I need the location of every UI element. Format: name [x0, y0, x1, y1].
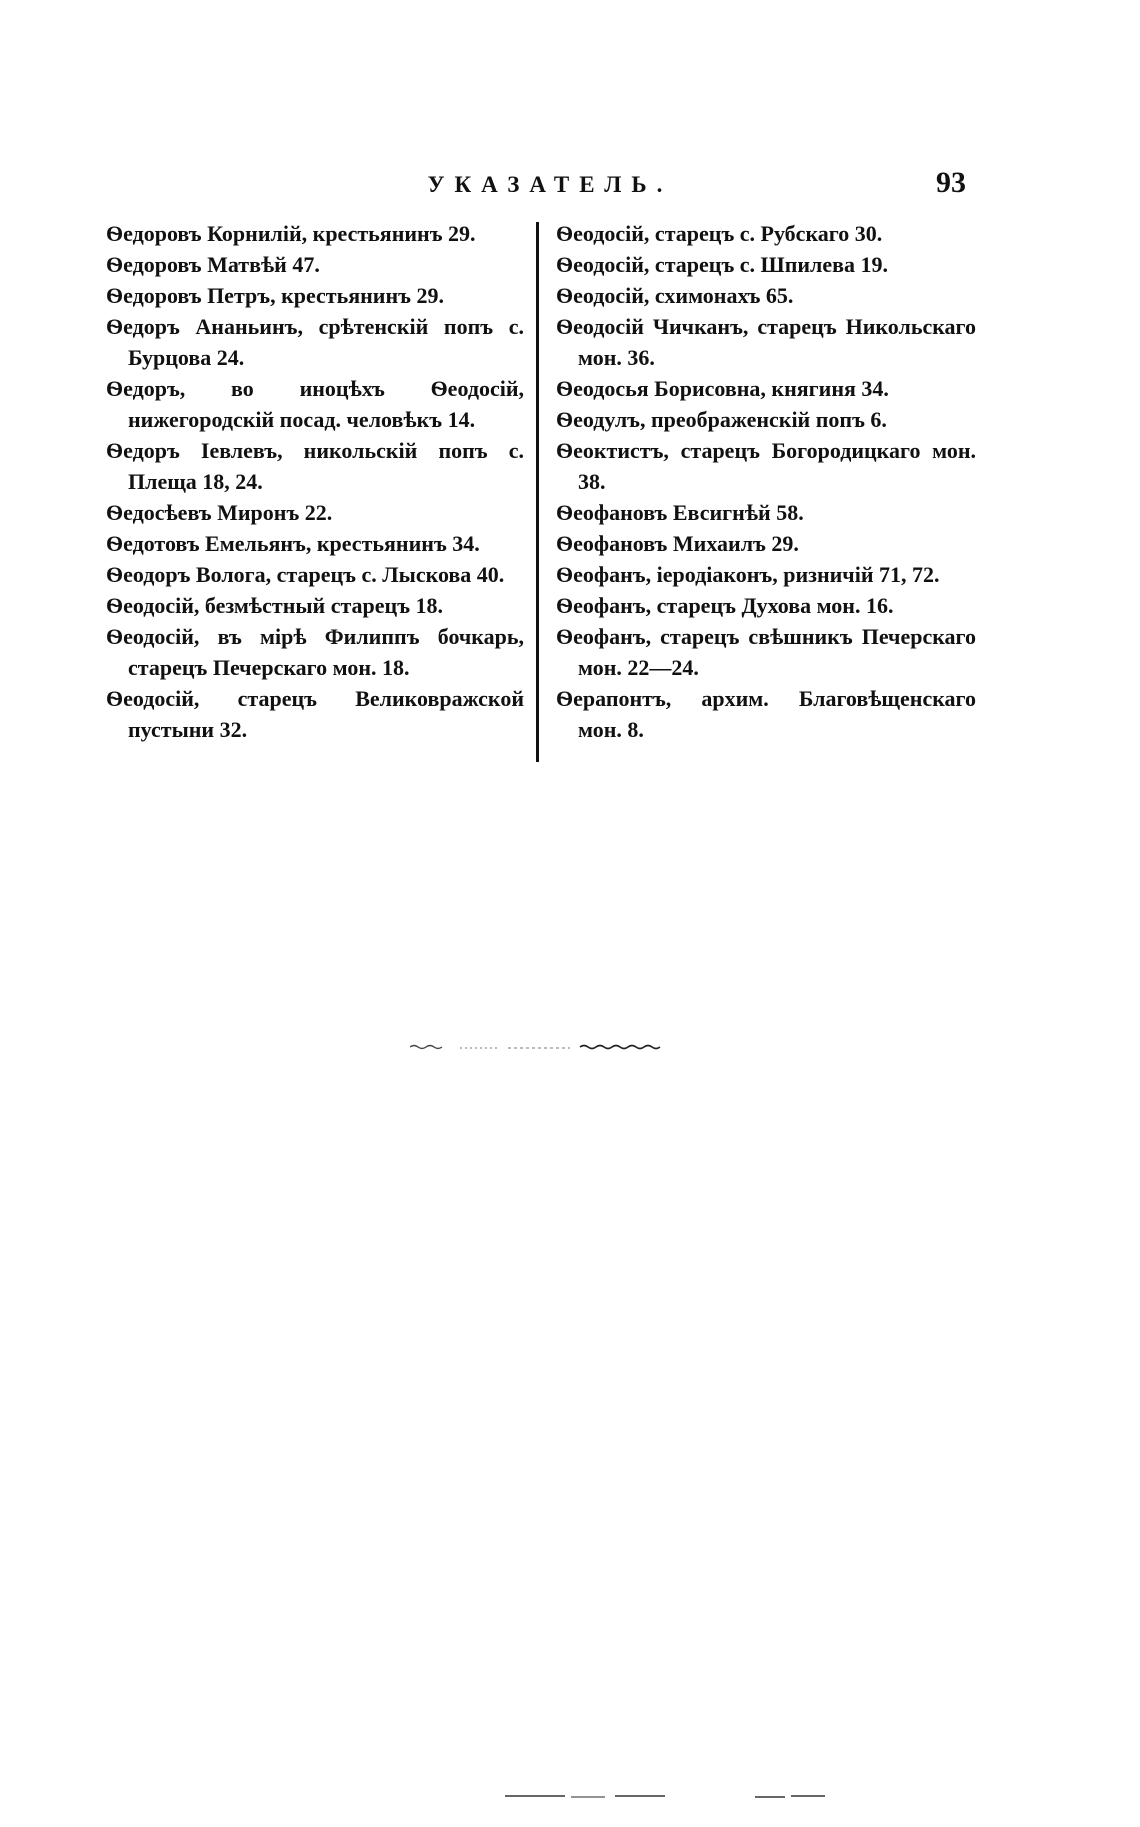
- index-entry: Ѳеодосій Чичканъ, старецъ Никольскаго мон. 36.: [556, 314, 976, 370]
- index-entry: Ѳеофановъ Евсигнѣй 58.: [556, 500, 804, 525]
- bottom-rule-right: [755, 1792, 825, 1800]
- index-column-right: [556, 218, 976, 745]
- index-entry: Ѳеодосій, въ мірѣ Филиппъ бочкарь, старецъ Печерскаго мон. 18.: [106, 624, 524, 680]
- index-entry: Ѳеодоръ Вологa, старецъ с. Лыскова 40.: [106, 562, 505, 587]
- index-entry: Ѳедосѣевъ Миронъ 22.: [106, 500, 333, 525]
- end-ornament: [410, 1042, 666, 1052]
- index-entry: Ѳеодосій, старецъ с. Шпилева 19.: [556, 252, 889, 277]
- index-entry: Ѳеодосій, безмѣстный старецъ 18.: [106, 593, 444, 618]
- index-entry: Ѳерапонтъ, архим. Благовѣщенскаго мон. 8.: [556, 686, 976, 742]
- page-number: 93: [936, 166, 966, 199]
- index-entry: Ѳеофановъ Михаилъ 29.: [556, 531, 799, 556]
- index-entry: Ѳеодосья Борисовна, княгиня 34.: [556, 376, 889, 401]
- index-column-left: [106, 218, 524, 745]
- index-entry: Ѳеофанъ, іеродіаконъ, ризничій 71, 72.: [556, 562, 940, 587]
- index-entry: Ѳедоръ Ананьинъ, срѣтенскій попъ с. Бурцова 24.: [106, 314, 524, 370]
- index-entry: Ѳедоръ Іевлевъ, никольскій попъ с. Плеща 18, 24.: [106, 438, 524, 494]
- bottom-rule-left: [505, 1792, 665, 1800]
- column-divider: [536, 222, 539, 762]
- index-entry: Ѳеодосій, старецъ с. Рубскаго 30.: [556, 221, 883, 246]
- index-entry: Ѳеоктистъ, старецъ Богородицкаго мон. 38.: [556, 438, 976, 494]
- index-entry: Ѳеодосій, старецъ Великовражской пустыни 32.: [106, 686, 524, 742]
- running-header: УКАЗАТЕЛЬ.: [427, 172, 673, 197]
- index-entry: Ѳеофанъ, старецъ свѣшникъ Печерскаго мон. 22—24.: [556, 624, 976, 680]
- index-entry: Ѳеодулъ, преображенскій попъ 6.: [556, 407, 887, 432]
- index-entry: Ѳедоровъ Петръ, крестьянинъ 29.: [106, 283, 444, 308]
- index-entry: Ѳедотовъ Емельянъ, крестьянинъ 34.: [106, 531, 480, 556]
- index-entry: Ѳеодосій, схимонахъ 65.: [556, 283, 794, 308]
- index-entry: Ѳедоръ, во иноцѣхъ Ѳеодосій, нижегородскій посад. человѣкъ 14.: [106, 376, 524, 432]
- index-entry: Ѳедоровъ Матвѣй 47.: [106, 252, 320, 277]
- index-entry: Ѳеофанъ, старецъ Духова мон. 16.: [556, 593, 894, 618]
- index-entry: Ѳедоровъ Корнилій, крестьянинъ 29.: [106, 221, 476, 246]
